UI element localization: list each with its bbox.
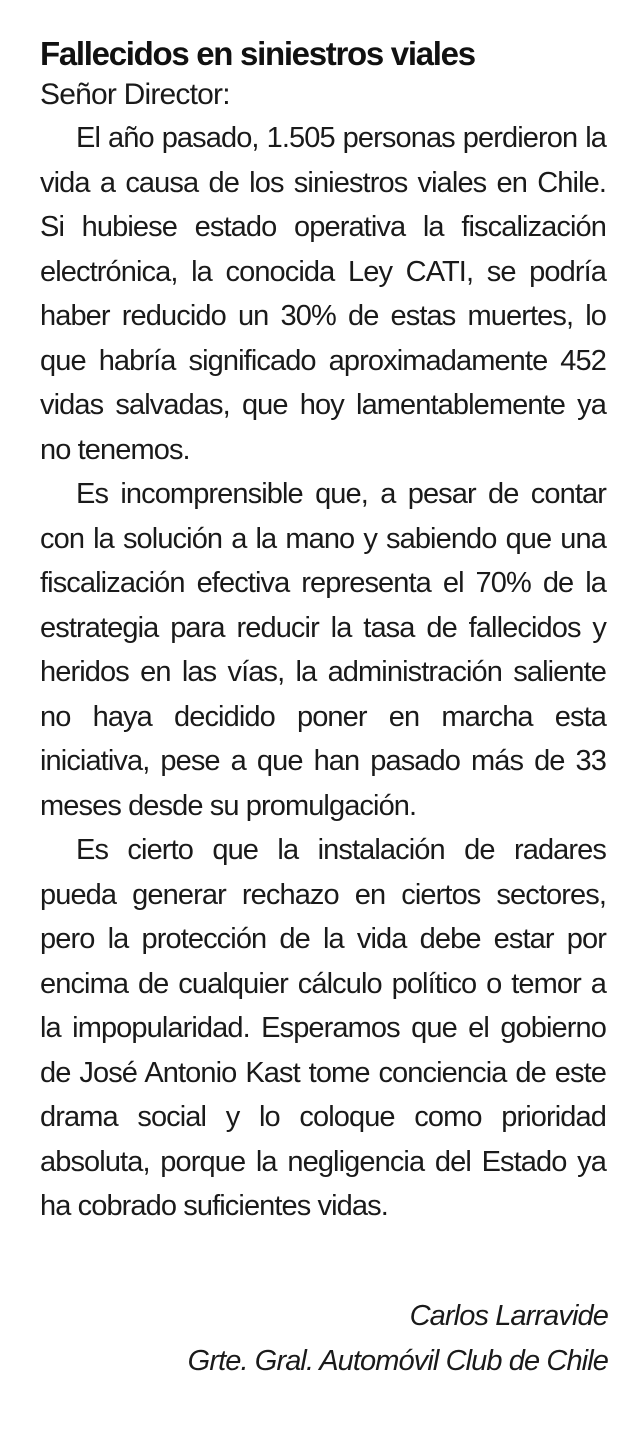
letter-paragraph-1: El año pasado, 1.505 personas perdieron la vida a causa de los siniestros viales en Chile. Si hubiese estado operativa la fiscalización electrónica, la conocida Ley CATI, se podría haber reducido un 30% de estas muertes, lo que habría significado aproximadamente 452 vidas salvadas, que hoy lamentablemente ya no tenemos. (40, 122, 606, 466)
letter-paragraph-3: Es cierto que la instalación de radares pueda generar rechazo en ciertos sectores, pero la protección de la vida debe estar por encima de cualquier cálculo político o temor a la impopularidad. Esperamos que el gobierno de José Antonio Kast tome conciencia de este drama social y lo coloque como prioridad absoluta, porque la negligencia del Estado ya ha cobrado suficientes vidas. (40, 834, 606, 1222)
letter-headline: Fallecidos en siniestros viales (40, 35, 475, 72)
letter-salutation: Señor Director: (40, 78, 230, 111)
letter-signature (188, 1294, 608, 1384)
signature-title: Grte. Gral. Automóvil Club de Chile (187, 1345, 608, 1377)
signature-name: Carlos Larravide (409, 1300, 608, 1332)
letter-paragraph-2: Es incomprensible que, a pesar de contar con la solución a la mano y sabiendo que una fiscalización efectiva representa el 70% de la estrategia para reducir la tasa de fallecidos y heridos en las vías, la administración saliente no haya decidido poner en marcha esta iniciativa, pese a que han pasado más de 33 meses desde su promulgación. (40, 478, 606, 822)
